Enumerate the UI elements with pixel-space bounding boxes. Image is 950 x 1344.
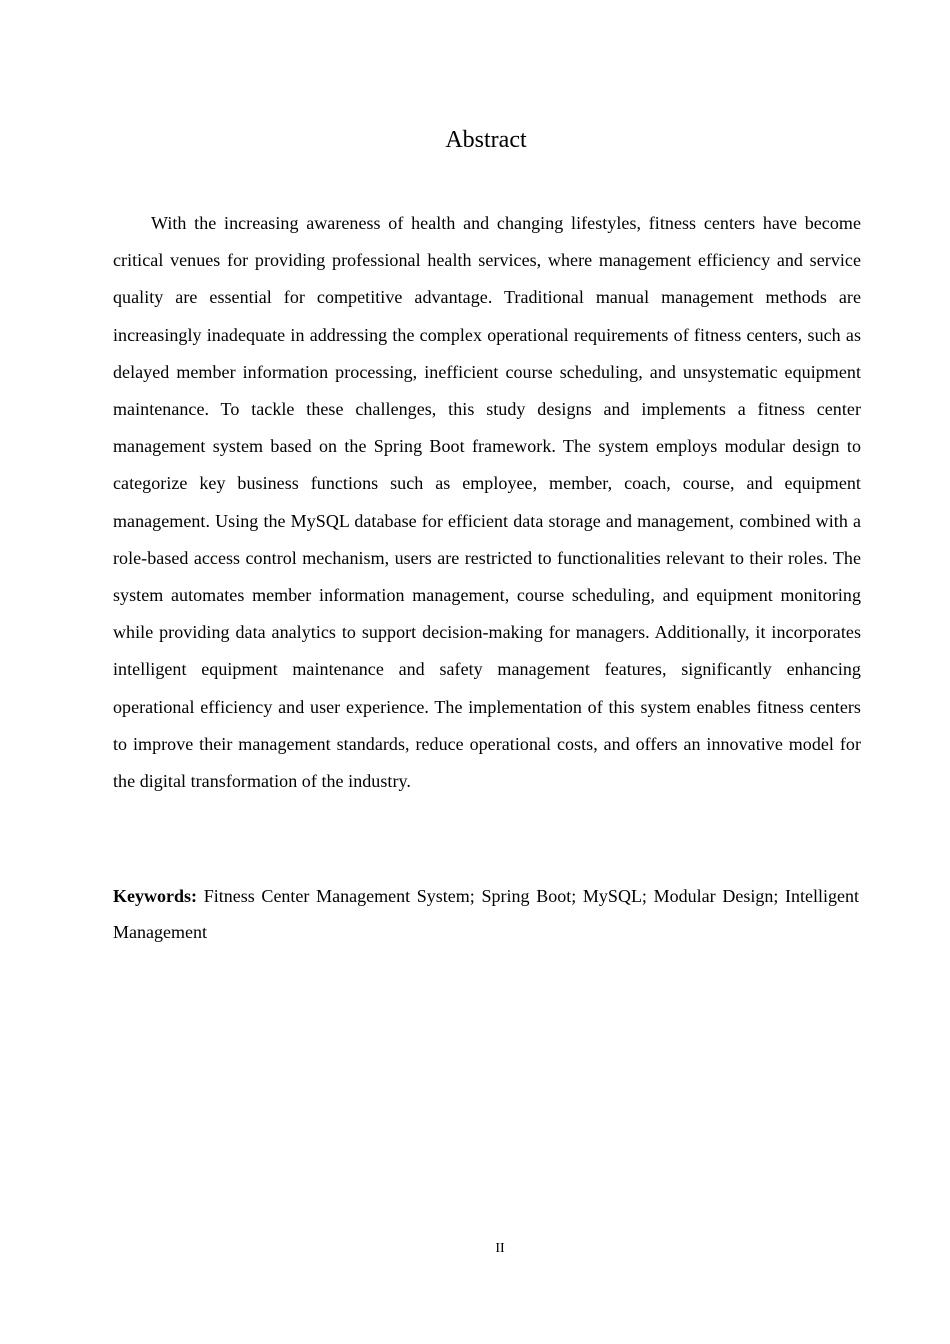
keywords-text: Fitness Center Management System; Spring Boot; MySQL; Modular Design; Intelligent Management	[113, 886, 860, 942]
keywords-label: Keywords:	[113, 886, 197, 906]
abstract-paragraph: With the increasing awareness of health and changing lifestyles, fitness centers have become critical venues for providing professional health services, where management efficiency and service quality are essential for competitive advantage. Traditional manual management methods are increasingly inadequate in addressing the complex operational requirements of fitness centers, such as delayed member information processing, inefficient course scheduling, and unsystematic equipment maintenance. To tackle these challenges, this study designs and implements a fitness center management system based on the Spring Boot framework. The system employs modular design to categorize key business functions such as employee, member, coach, course, and equipment management. Using the MySQL database for efficient data storage and management, combined with a role-based access control mechanism, users are restricted to functionalities relevant to their roles. The system automates member information management, course scheduling, and equipment monitoring while providing data analytics to support decision-making for managers. Additionally, it incorporates intelligent equipment maintenance and safety management features, significantly enhancing operational efficiency and user experience. The implementation of this system enables fitness centers to improve their management standards, reduce operational costs, and offers an innovative model for the digital transformation of the industry.	[113, 213, 861, 792]
keywords-line	[113, 878, 859, 950]
page-number: II	[495, 1241, 505, 1256]
abstract-title: Abstract	[445, 127, 527, 153]
